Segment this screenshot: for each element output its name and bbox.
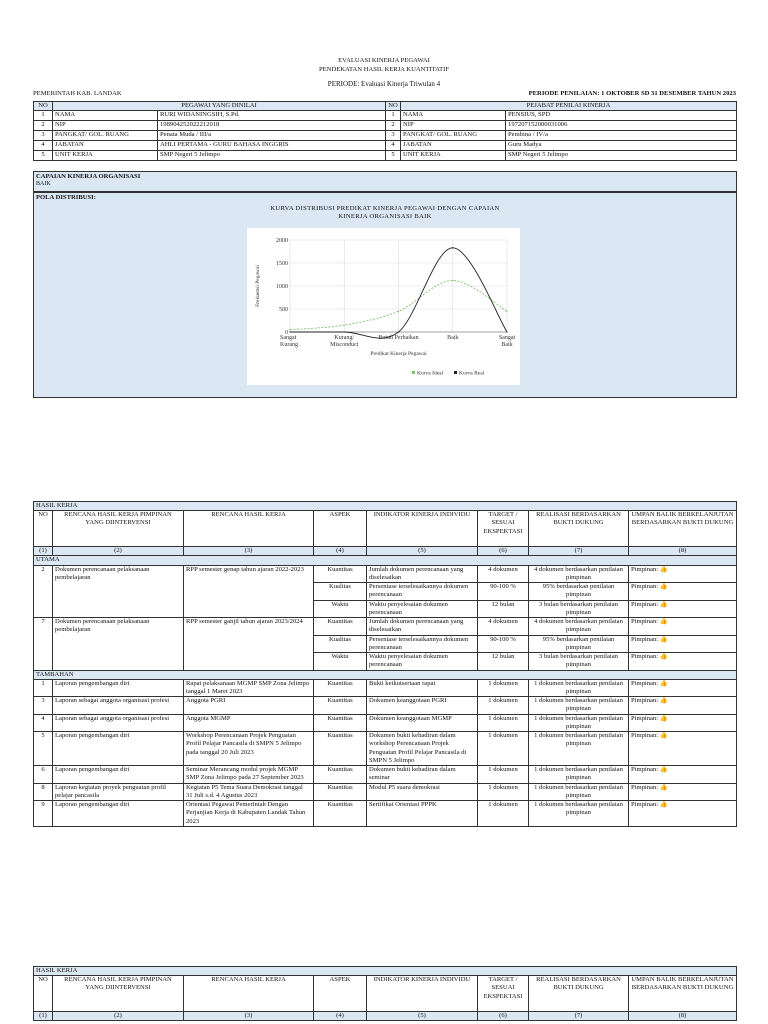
periode-penilaian: PERIODE PENILAIAN: 1 OKTOBER SD 31 DESEMBER TAHUN 2023 [528, 90, 736, 97]
x-tick-label: Kurang/ Misconduct [330, 335, 359, 348]
pejabat-header: PEJABAT PENILAI KINERJA [401, 102, 737, 111]
cell: Dokumen bukti kehadiran dalam workshop Perencanaan Projek Penguatan Profil Pelajar Pancasila di SMPN 5 Jelimpo [367, 732, 478, 766]
data-point [452, 247, 453, 248]
cell: 1 dokumen berdasarkan penilaian pimpinan [529, 714, 629, 731]
identity-row [34, 141, 737, 151]
cell: UNIT KERJA [53, 151, 158, 161]
legend-label: Kurva Real [459, 370, 485, 377]
table-row [34, 766, 737, 783]
cell: AHLI PERTAMA - GURU BAHASA INGGRIS [158, 141, 386, 151]
data-point [344, 331, 345, 332]
cell: 12 bulan [478, 600, 529, 617]
column-number: (4) [314, 547, 367, 556]
cell: 2 [34, 121, 53, 131]
x-tick-label: Sangat Baik [498, 335, 516, 348]
group-label: TAMBAHAN [34, 670, 737, 679]
cell: 3 [34, 697, 53, 714]
cell: Pimpinan: 👍 [629, 679, 737, 696]
data-point [344, 325, 345, 326]
column-number: (7) [529, 547, 629, 556]
data-point [506, 331, 507, 332]
y-tick-label: 1000 [276, 284, 288, 290]
cell: 2 [386, 121, 401, 131]
cell: 5 [34, 151, 53, 161]
cell: Guru Madya [506, 141, 737, 151]
cell: 1 dokumen [478, 783, 529, 800]
column-number: (7) [529, 1012, 629, 1021]
cell: 1 [386, 111, 401, 121]
cell: Bukti keikutsertaan rapat [367, 679, 478, 696]
cell: Laporan pengembangan diri [53, 801, 184, 827]
cell: NIP [401, 121, 506, 131]
cell: RURI WIDANINGSIH, S.Pd. [158, 111, 386, 121]
cell: 4 [386, 141, 401, 151]
column-number: (4) [314, 1012, 367, 1021]
column-number: (5) [367, 547, 478, 556]
cell: Pembina / IV/a [506, 131, 737, 141]
cell: 4 dokumen [478, 618, 529, 635]
cell: 4 dokumen [478, 565, 529, 582]
cell: 90-100 % [478, 635, 529, 652]
cell: 1 dokumen berdasarkan penilaian pimpinan [529, 783, 629, 800]
cell: 3 bulan berdasarkan penilaian pimpinan [529, 600, 629, 617]
doc-periode: PERIODE: Evaluasi Kinerja Triwulan 4 [327, 80, 441, 88]
column-header: RENCANA HASIL KERJA PIMPINAN YANG DIINTERVENSI [53, 511, 184, 547]
cell: 9 [34, 801, 53, 827]
y-tick-label: 0 [285, 330, 288, 336]
table-row [34, 783, 737, 800]
hasil-kerja-section: HASIL KERJA [34, 502, 737, 511]
cell: 4 [34, 714, 53, 731]
cell: Modul P5 suara demokrasi [367, 783, 478, 800]
cell: Laporan kegiatan proyek penguatan profil pelajar pancasila [53, 783, 184, 800]
pola-label: POLA DISTRIBUSI: [36, 194, 96, 201]
cell: 197207152000031006 [506, 121, 737, 131]
column-header: ASPEK [314, 511, 367, 547]
cell: Kualitas [314, 635, 367, 652]
column-number: (2) [53, 547, 184, 556]
cell: NAMA [401, 111, 506, 121]
chart-title: KURVA DISTRIBUSI PREDIKAT KINERJA PEGAWAI DENGAN CAPAIAN KINERJA ORGANISASI BAIK [270, 205, 500, 221]
cell: JABATAN [401, 141, 506, 151]
column-number: (8) [629, 547, 737, 556]
cell: 1 dokumen berdasarkan penilaian pimpinan [529, 679, 629, 696]
column-header: REALISASI BERDASARKAN BUKTI DUKUNG [529, 511, 629, 547]
identity-row [34, 111, 737, 121]
cell: Kuantitas [314, 801, 367, 827]
cell: Kuantitas [314, 697, 367, 714]
cell: 3 [386, 131, 401, 141]
identity-row [34, 151, 737, 161]
cell: 1 dokumen [478, 679, 529, 696]
capaian-section [33, 171, 737, 192]
y-tick-label: 1500 [276, 261, 288, 267]
cell: Pimpinan: 👍 [629, 732, 737, 766]
identity-row [34, 131, 737, 141]
cell: RPP semester ganjil tahun ajaran 2023/2024 [184, 618, 314, 670]
cell: Kegiatan P5 Tema Suara Demokrasi tanggal 31 Juli s.d. 4 Agustus 2023 [184, 783, 314, 800]
cell: Seminar Merancang modul projek MGMP SMP Zona Jelimpo pada 27 September 2023 [184, 766, 314, 783]
data-point [289, 331, 290, 332]
cell: Waktu penyelesaian dokumen perencanaan [367, 600, 478, 617]
cell: Pimpinan: 👍 [629, 714, 737, 731]
cell: 1 dokumen berdasarkan penilaian pimpinan [529, 766, 629, 783]
cell: 198904252022212018 [158, 121, 386, 131]
column-number: (1) [34, 1012, 53, 1021]
cell: Pimpinan: 👍 [629, 766, 737, 783]
cell: 4 [34, 141, 53, 151]
cell: Kuantitas [314, 565, 367, 582]
cell: Pimpinan: 👍 [629, 697, 737, 714]
column-header: TARGET / SESUAI EKSPEKTASI [478, 976, 529, 1012]
cell: Pimpinan: 👍 [629, 600, 737, 617]
identity-row [34, 121, 737, 131]
cell: SMP Negeri 5 Jelimpo [158, 151, 386, 161]
cell: Laporan pengembangan diri [53, 766, 184, 783]
cell: 4 dokumen berdasarkan penilaian pimpinan [529, 618, 629, 635]
data-point [398, 331, 399, 332]
cell: Workshop Perencanaan Projek Penguatan Profil Pelajar Pancasila di SMPN 5 Jelimpo pada tanggal 20 Juli 2023 [184, 732, 314, 766]
cell: 6 [34, 766, 53, 783]
table-row [34, 714, 737, 731]
cell: Anggota MGMP [184, 714, 314, 731]
table-row [34, 679, 737, 696]
cell: 90-100 % [478, 583, 529, 600]
cell: 3 [34, 131, 53, 141]
cell: Kuantitas [314, 679, 367, 696]
cell: 8 [34, 783, 53, 800]
cell: Kuantitas [314, 732, 367, 766]
cell: Pimpinan: 👍 [629, 783, 737, 800]
column-number: (5) [367, 1012, 478, 1021]
cell: SMP Negeri 5 Jelimpo [506, 151, 737, 161]
cell: 1 dokumen [478, 801, 529, 827]
column-header: RENCANA HASIL KERJA [184, 511, 314, 547]
cell: Laporan sebagai anggota organisasi profesi [53, 697, 184, 714]
doc-subtitle: PENDEKATAN HASIL KERJA KUANTITATIF [318, 66, 450, 73]
column-number: (2) [53, 1012, 184, 1021]
hasil-kerja-section: HASIL KERJA [34, 967, 737, 976]
column-header: RENCANA HASIL KERJA PIMPINAN YANG DIINTERVENSI [53, 976, 184, 1012]
instansi: PEMERINTAH KAB. LANDAK [33, 90, 122, 97]
table-row [34, 565, 737, 582]
hasil-kerja-table [33, 501, 737, 827]
cell: 95% berdasarkan penilaian pimpinan [529, 583, 629, 600]
cell: Orientasi Pegawai Pemerintah Dengan Perjanjian Kerja di Kabupaten Landak Tahun 2023 [184, 801, 314, 827]
cell: 1 dokumen [478, 732, 529, 766]
x-axis-label: Predikat Kinerja Pegawai [370, 351, 427, 357]
cell: 1 dokumen [478, 766, 529, 783]
cell: 1 dokumen berdasarkan penilaian pimpinan [529, 801, 629, 827]
cell: Pimpinan: 👍 [629, 565, 737, 582]
column-number: (6) [478, 1012, 529, 1021]
cell: Pimpinan: 👍 [629, 618, 737, 635]
cell: 1 [34, 679, 53, 696]
cell: Laporan sebagai anggota organisasi profesi [53, 714, 184, 731]
cell: Kuantitas [314, 618, 367, 635]
cell: JABATAN [53, 141, 158, 151]
cell: PANGKAT/ GOL. RUANG [401, 131, 506, 141]
pegawai-header: PEGAWAI YANG DINILAI [53, 102, 386, 111]
cell: Kuantitas [314, 783, 367, 800]
column-header: UMPAN BALIK BERKELANJUTAN BERDASARKAN BUKTI DUKUNG [629, 511, 737, 547]
cell: Kualitas [314, 583, 367, 600]
cell: Jumlah dokumen perencanaan yang diselesaikan [367, 565, 478, 582]
cell: Waktu penyelesaian dokumen perencanaan [367, 653, 478, 670]
cell: PENSIUS, SPD [506, 111, 737, 121]
cell: 1 [34, 111, 53, 121]
cell: UNIT KERJA [401, 151, 506, 161]
column-number: (1) [34, 547, 53, 556]
data-point [452, 280, 453, 281]
cell: 1 dokumen [478, 714, 529, 731]
cell: RPP semester genap tahun ajaran 2022-2023 [184, 565, 314, 617]
cell: NIP [53, 121, 158, 131]
cell: 4 dokumen berdasarkan penilaian pimpinan [529, 565, 629, 582]
cell: 5 [386, 151, 401, 161]
cell: Sertifikat Orientasi PPPK [367, 801, 478, 827]
table-row [34, 801, 737, 827]
legend-swatch [454, 371, 457, 374]
table-row [34, 697, 737, 714]
cell: 12 bulan [478, 653, 529, 670]
y-tick-label: 500 [279, 307, 288, 313]
cell: 5 [34, 732, 53, 766]
cell: 95% berdasarkan penilaian pimpinan [529, 635, 629, 652]
column-header: RENCANA HASIL KERJA [184, 976, 314, 1012]
cell: 1 dokumen berdasarkan penilaian pimpinan [529, 697, 629, 714]
cell: Pimpinan: 👍 [629, 635, 737, 652]
column-header: INDIKATOR KINERJA INDIVIDU [367, 976, 478, 1012]
cell: Rapat pelaksanaan MGMP SMP Zona Jelimpo tanggal 1 Maret 2023 [184, 679, 314, 696]
capaian-label: CAPAIAN KINERJA ORGANISASI [36, 173, 141, 180]
hasil-kerja-table-continued [33, 966, 737, 1021]
column-header: INDIKATOR KINERJA INDIVIDU [367, 511, 478, 547]
cell: Kuantitas [314, 714, 367, 731]
column-number: (6) [478, 547, 529, 556]
cell: NO [386, 102, 401, 111]
column-number: (3) [184, 1012, 314, 1021]
cell: Dokumen bukti kehadiran dalam seminar [367, 766, 478, 783]
column-header: UMPAN BALIK BERKELANJUTAN BERDASARKAN BUKTI DUKUNG [629, 976, 737, 1012]
cell: Dokumen perencanaan pelaksanaan pembelajaran [53, 565, 184, 617]
column-number: (3) [184, 547, 314, 556]
column-header: NO [34, 511, 53, 547]
cell: Waktu [314, 600, 367, 617]
x-tick-label: Baik [447, 335, 459, 341]
y-axis-label: Frekuensi Pegawai [255, 265, 261, 307]
legend-swatch [412, 371, 415, 374]
column-header: REALISASI BERDASARKAN BUKTI DUKUNG [529, 976, 629, 1012]
cell: 1 dokumen berdasarkan penilaian pimpinan [529, 732, 629, 766]
capaian-value: BAIK [36, 181, 51, 188]
x-tick-label: Butuh Perbaikan [378, 335, 419, 341]
cell: 1 dokumen [478, 697, 529, 714]
cell: Penata Muda / III/a [158, 131, 386, 141]
cell: NO [34, 102, 53, 111]
cell: Dokumen keanggotaan PGRI [367, 697, 478, 714]
data-point [289, 329, 290, 330]
cell: PANGKAT/ GOL. RUANG [53, 131, 158, 141]
legend-label: Kurva Ideal [417, 370, 444, 377]
x-tick-label: Sangat Kurang [280, 335, 298, 348]
data-point [398, 311, 399, 312]
cell: Kuantitas [314, 766, 367, 783]
doc-title: EVALUASI KINERJA PEGAWAI [338, 57, 430, 64]
cell: NAMA [53, 111, 158, 121]
cell: Pimpinan: 👍 [629, 653, 737, 670]
cell: 3 bulan berdasarkan penilaian pimpinan [529, 653, 629, 670]
cell: Pimpinan: 👍 [629, 801, 737, 827]
cell: 7 [34, 618, 53, 670]
cell: Dokumen perencanaan pelaksanaan pembelajaran [53, 618, 184, 670]
column-header: TARGET / SESUAI EKSPEKTASI [478, 511, 529, 547]
table-row [34, 732, 737, 766]
cell: Laporan pengembangan diri [53, 732, 184, 766]
data-point [506, 311, 507, 312]
cell: Pimpinan: 👍 [629, 583, 737, 600]
cell: Jumlah dokumen perencanaan yang diselesaikan [367, 618, 478, 635]
y-tick-label: 2000 [276, 238, 288, 244]
cell: Waktu [314, 653, 367, 670]
cell: Persentase terselesaikannya dokumen perencanaan [367, 635, 478, 652]
column-header: NO [34, 976, 53, 1012]
cell: Persentase terselesaikannya dokumen perencanaan [367, 583, 478, 600]
table-row [34, 618, 737, 635]
identity-table [33, 101, 737, 161]
distribution-chart [247, 228, 520, 385]
cell: Dokumen keanggotaan MGMP [367, 714, 478, 731]
group-label: UTAMA [34, 556, 737, 565]
column-header: ASPEK [314, 976, 367, 1012]
cell: Anggota PGRI [184, 697, 314, 714]
column-number: (8) [629, 1012, 737, 1021]
cell: 2 [34, 565, 53, 617]
cell: Laporan pengembangan diri [53, 679, 184, 696]
